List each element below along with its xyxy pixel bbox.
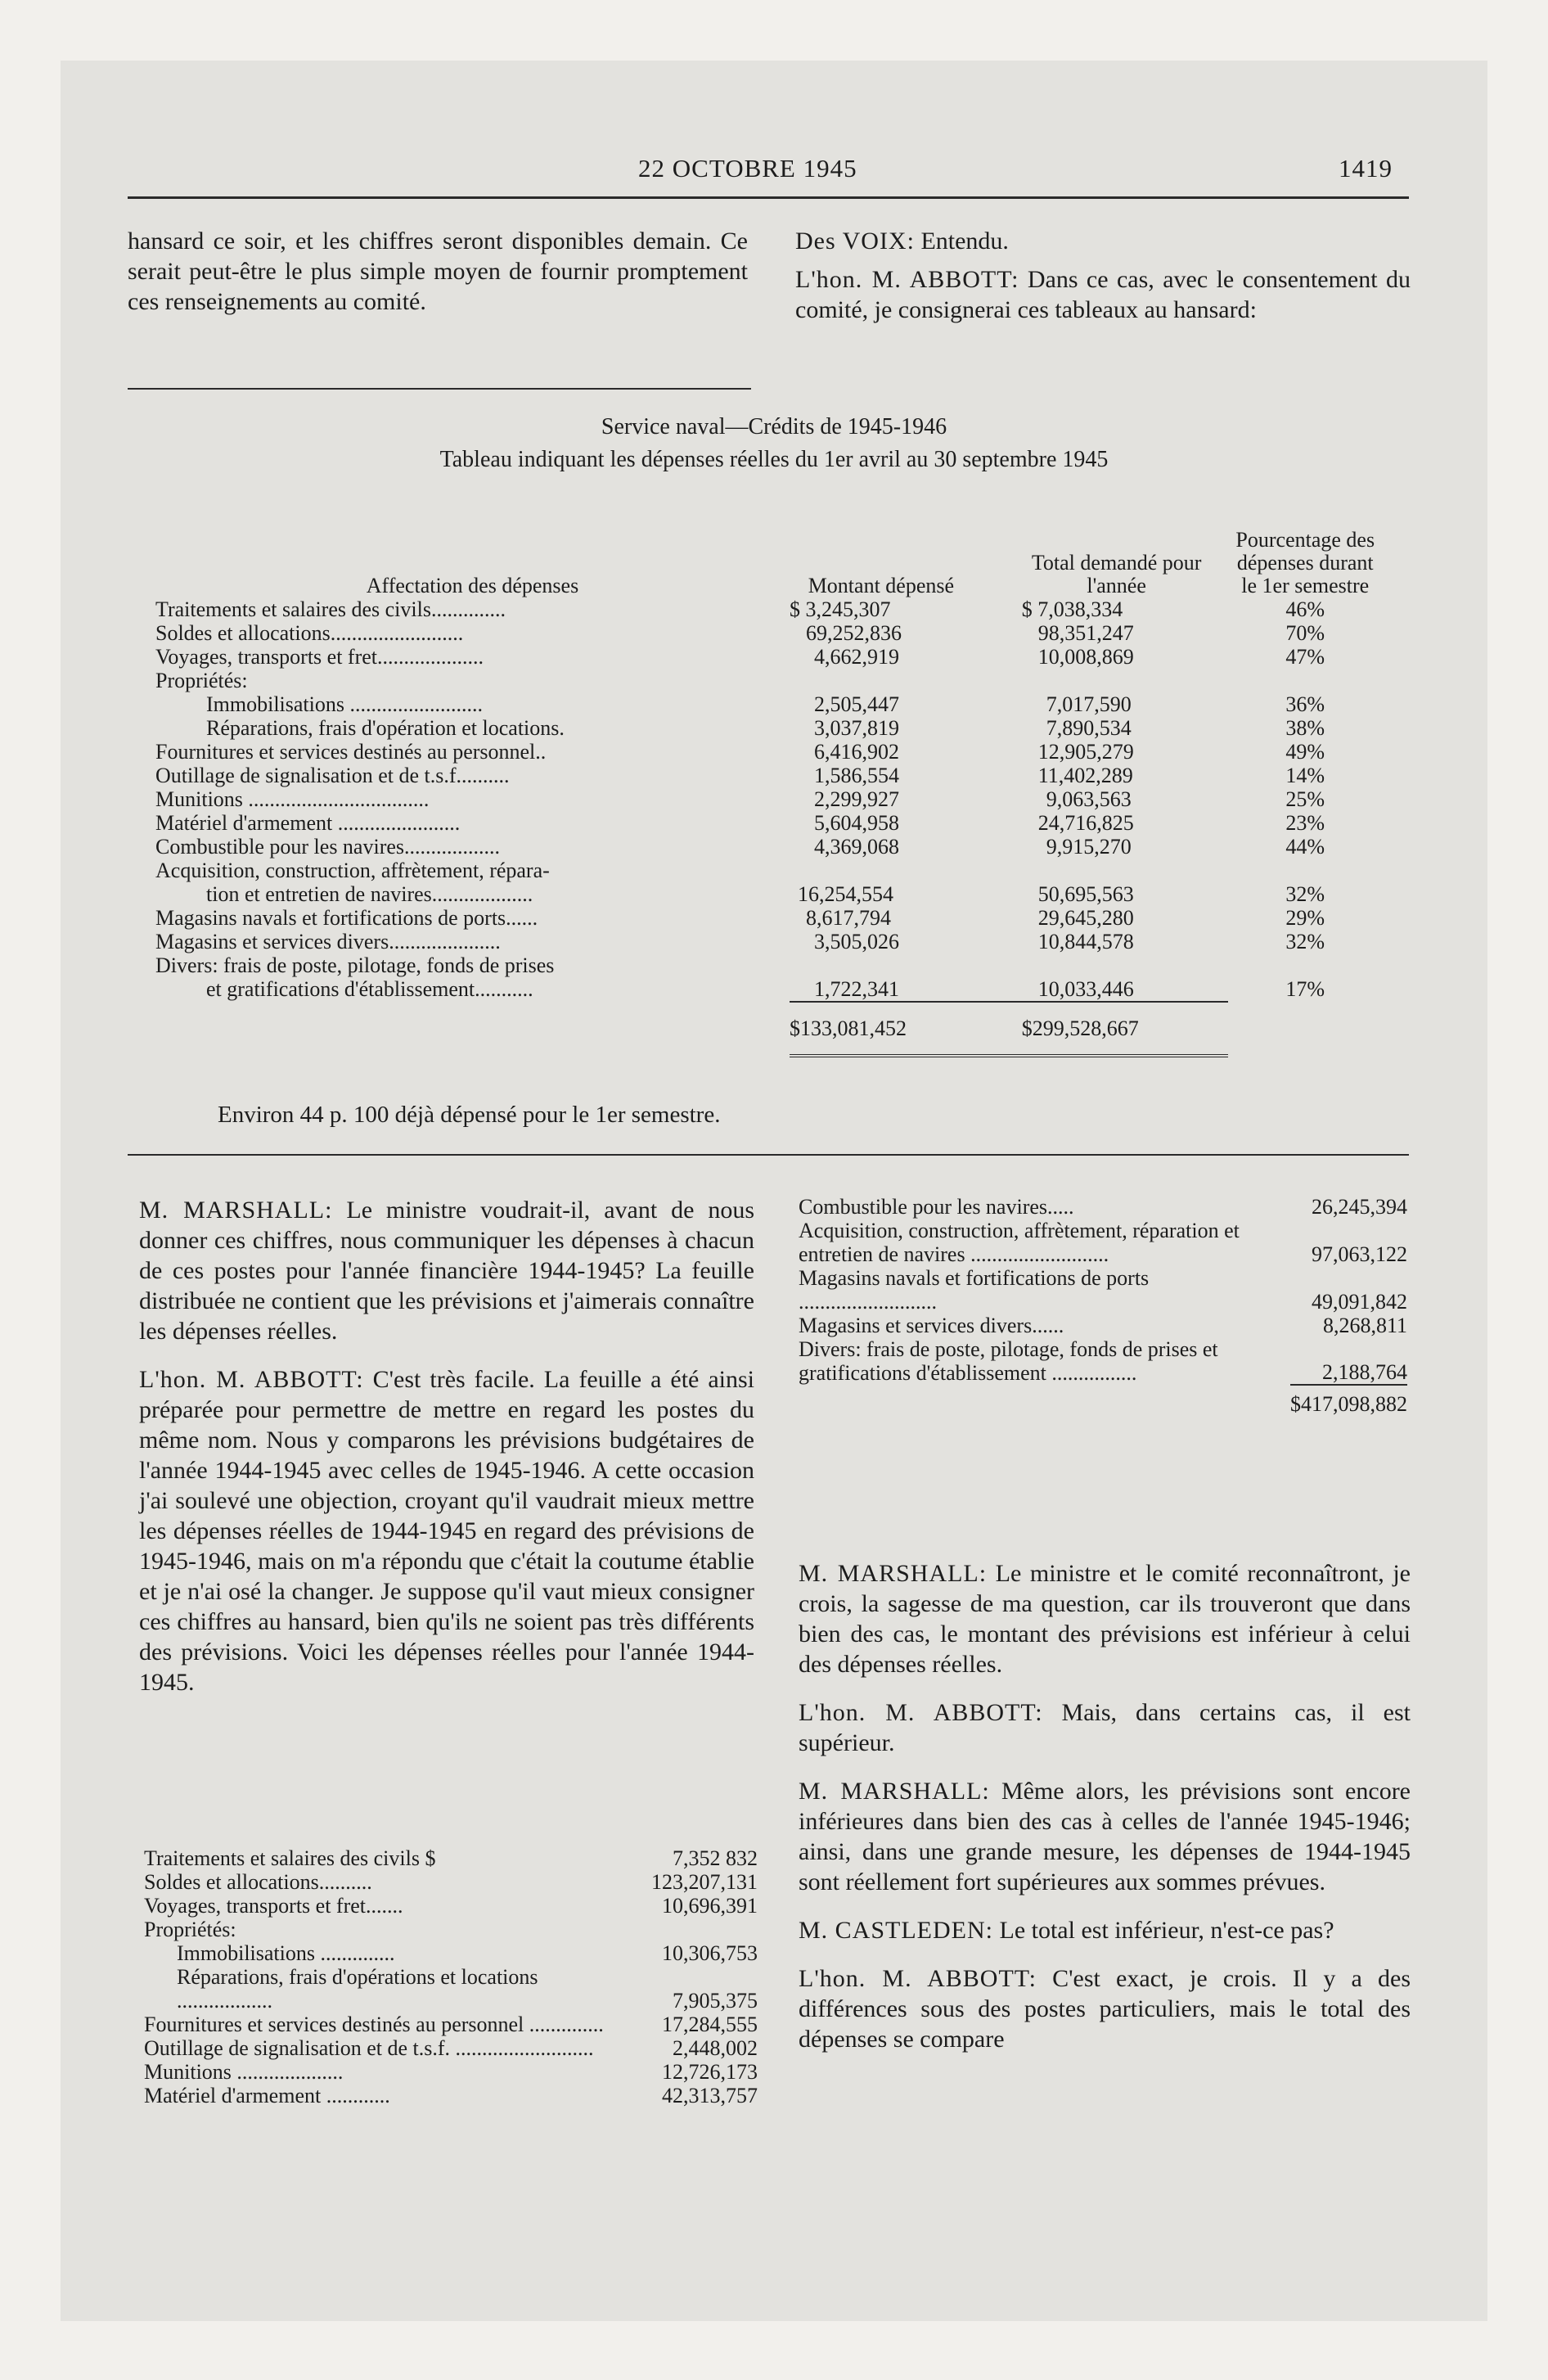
- row-label: Voyages, transports et fret....................: [155, 645, 484, 669]
- grand-total: $417,098,882: [1290, 1385, 1407, 1416]
- table-total-row: [799, 1385, 1407, 1416]
- row-label: Magasins navals et fortifications de ports ..........................: [799, 1266, 1150, 1314]
- table-row: [799, 1314, 1407, 1337]
- row-label: Magasins navals et fortifications de ports......: [155, 906, 538, 930]
- speech-text: Dans ce cas, avec le consentement du comité, je consignerai ces tableaux au hansard:: [795, 266, 1411, 323]
- row-label: Immobilisations ..............: [177, 1941, 395, 1965]
- row-label: Matériel d'armement .......................: [155, 811, 461, 835]
- speaker: L'hon. M. ABBOTT:: [139, 1366, 364, 1393]
- row-spent: [790, 859, 1022, 882]
- speaker: M. MARSHALL:: [799, 1778, 990, 1805]
- row-value: 123,207,131: [651, 1870, 758, 1894]
- row-value: 10,696,391: [662, 1894, 758, 1918]
- row-pct: 17%: [1285, 977, 1325, 1001]
- table-row: [155, 930, 1383, 953]
- row-total: 98,351,247: [1037, 621, 1134, 645]
- row-spent: 3,505,026: [813, 930, 899, 953]
- row-total: 50,695,563: [1037, 882, 1134, 906]
- speech-text: Le ministre voudrait-il, avant de nous donner ces chiffres, nous communiquer les dépenses à chacun de ces postes pour l'année financière 1944-1945? La feuille distribuée ne contient que les prévisions et j'aimerais connaître les dépenses réelles.: [139, 1197, 755, 1345]
- table-row: [144, 2060, 758, 2084]
- table-row: [155, 787, 1383, 811]
- row-value: 7,905,375: [673, 1989, 758, 2013]
- row-value: 49,091,842: [1312, 1290, 1407, 1314]
- speech-text: Le ministre et le comité reconnaîtront, je crois, la sagesse de ma question, car ils trouveront que dans bien des cas, le montant des prévisions est inférieur à celui des dépenses réelles.: [799, 1560, 1411, 1678]
- total-requested: $299,528,667: [1022, 1002, 1228, 1056]
- bottom-right-paragraphs: [799, 1558, 1411, 2072]
- row-pct: 23%: [1285, 811, 1325, 835]
- col-header-pourcentage: Pourcentage des dépenses durant le 1er semestre: [1235, 528, 1375, 597]
- row-value: [651, 1918, 758, 1941]
- row-label: Divers: frais de poste, pilotage, fonds de prises et gratifications d'établissement ................: [799, 1337, 1218, 1385]
- row-label: Matériel d'armement ............: [144, 2084, 390, 2107]
- table-row: [799, 1266, 1407, 1314]
- row-value: 2,188,764: [1322, 1360, 1407, 1384]
- table-row: [155, 740, 1383, 764]
- row-total: $ 7,038,334: [1021, 597, 1123, 621]
- section-rule: [128, 1154, 1409, 1156]
- row-value: 8,268,811: [1322, 1314, 1407, 1337]
- table-row: [155, 621, 1383, 645]
- row-spent: [790, 669, 1022, 692]
- row-total: 29,645,280: [1037, 906, 1134, 930]
- row-label: tion et entretien de navires...................: [206, 882, 533, 906]
- table-row: [155, 645, 1383, 669]
- table-row: [144, 1941, 758, 1965]
- row-label: Traitements et salaires des civils..............: [155, 597, 506, 621]
- page-date: 22 OCTOBRE 1945: [638, 154, 857, 183]
- speaker: L'hon. M. ABBOTT:: [795, 266, 1019, 293]
- row-spent: 1,722,341: [813, 977, 899, 1001]
- row-value: 2,448,002: [673, 2036, 758, 2060]
- row-value: 17,284,555: [662, 2013, 758, 2036]
- row-spent: [790, 953, 1022, 977]
- table-row: [155, 882, 1383, 906]
- row-label: Traitements et salaires des civils $: [144, 1846, 436, 1870]
- total-spent: $133,081,452: [790, 1002, 1022, 1056]
- row-label: Munitions ..................................: [155, 787, 430, 811]
- row-spent: $ 3,245,307: [789, 597, 891, 621]
- speech-text: Même alors, les prévisions sont encore inférieures dans bien des cas à celles de l'année 1945-1946; ainsi, dans une grande mesure, les dépenses de 1944-1945 sont réellement fort supérieures aux sommes prévues.: [799, 1778, 1411, 1895]
- row-value: 7,352 832: [673, 1846, 758, 1870]
- row-pct: [1228, 669, 1384, 692]
- table-title: Service naval—Crédits de 1945-1946: [601, 414, 947, 439]
- col-header-total: Total demandé pour l'année: [1031, 551, 1202, 597]
- row-total: 10,033,446: [1037, 977, 1134, 1001]
- row-label: Propriétés:: [144, 1918, 236, 1941]
- top-left-text: hansard ce soir, et les chiffres seront disponibles demain. Ce serait peut-être le plus simple moyen de fournir promptement ces renseignements au comité.: [128, 228, 748, 315]
- row-spent: 2,299,927: [813, 787, 899, 811]
- row-total: [1022, 859, 1228, 882]
- left-column-rule: [128, 388, 751, 390]
- table-row: [144, 2013, 758, 2036]
- row-label: Fournitures et services destinés au personnel..: [155, 740, 547, 764]
- row-label: Immobilisations .........................: [206, 692, 483, 716]
- row-pct: 36%: [1285, 692, 1325, 716]
- row-total: 9,063,563: [1046, 787, 1132, 811]
- row-pct: 29%: [1285, 906, 1325, 930]
- row-label: Combustible pour les navires..................: [155, 835, 501, 859]
- row-spent: 5,604,958: [813, 811, 899, 835]
- row-value: 26,245,394: [1312, 1195, 1407, 1219]
- table-row: [144, 1918, 758, 1941]
- table-row: [144, 2084, 758, 2107]
- table-row: [799, 1195, 1407, 1219]
- row-pct: [1228, 859, 1384, 882]
- row-pct: 44%: [1285, 835, 1325, 859]
- row-pct: 46%: [1285, 597, 1325, 621]
- row-label: Soldes et allocations.........................: [155, 621, 464, 645]
- row-pct: 47%: [1285, 645, 1325, 669]
- row-value: 12,726,173: [662, 2060, 758, 2084]
- header-rule: [128, 196, 1409, 199]
- table-row: [799, 1219, 1407, 1266]
- row-pct: 38%: [1285, 716, 1325, 740]
- table-row: [155, 692, 1383, 716]
- row-label: Acquisition, construction, affrètement, réparation et entretien de navires ..........................: [799, 1219, 1240, 1266]
- row-label: Magasins et services divers......: [799, 1314, 1064, 1337]
- bottom-left-paragraphs: [139, 1195, 754, 1715]
- row-spent: 3,037,819: [813, 716, 899, 740]
- table-row: [155, 835, 1383, 859]
- row-pct: 32%: [1285, 882, 1325, 906]
- table-row: [799, 1337, 1407, 1385]
- row-label: Acquisition, construction, affrètement, répara-: [155, 859, 550, 882]
- naval-credits-table: [155, 483, 1383, 1057]
- table-row: [144, 1965, 758, 2013]
- speech-text: Mais, dans certains cas, il est supérieur.: [799, 1699, 1411, 1756]
- speech-text: C'est très facile. La feuille a été ainsi préparée pour permettre de mettre en regard les postes du même nom. Nous y comparons les prévisions budgétaires de l'année 1944-1945 avec celles de 1945-1946. A cette occasion j'ai soulevé une objection, croyant qu'il vaudrait mieux mettre les dépenses réelles de 1944-1945 en regard des prévisions de 1945-1946, mais on m'a répondu que c'était la coutume établie et je n'ai osé la changer. Je suppose qu'il vaut mieux consigner ces chiffres au hansard, bien qu'ils ne soient pas très différents des prévisions. Voici les dépenses réelles pour l'année 1944-1945.: [139, 1366, 755, 1696]
- table-row: [144, 1846, 758, 1870]
- expenses-1944-table-left: [144, 1846, 758, 2107]
- table-row: [155, 859, 1383, 882]
- row-spent: 6,416,902: [813, 740, 899, 764]
- row-spent: 2,505,447: [813, 692, 899, 716]
- row-pct: 70%: [1285, 621, 1325, 645]
- speaker: L'hon. M. ABBOTT:: [799, 1699, 1043, 1726]
- table-row: [155, 716, 1383, 740]
- table-note: Environ 44 p. 100 déjà dépensé pour le 1er semestre.: [218, 1102, 721, 1128]
- speaker: M. MARSHALL:: [799, 1560, 988, 1587]
- row-pct: 32%: [1285, 930, 1325, 953]
- row-total: 9,915,270: [1046, 835, 1132, 859]
- top-right-paragraphs: [795, 226, 1411, 343]
- row-spent: 69,252,836: [805, 621, 902, 645]
- row-total: 10,844,578: [1037, 930, 1134, 953]
- row-total: 11,402,289: [1037, 764, 1133, 787]
- row-spent: 8,617,794: [805, 906, 891, 930]
- table-row: [144, 1870, 758, 1894]
- row-label: Combustible pour les navires.....: [799, 1195, 1074, 1219]
- row-pct: 49%: [1285, 740, 1325, 764]
- row-label: Fournitures et services destinés au personnel ..............: [144, 2013, 604, 2036]
- speech-text: Entendu.: [920, 228, 1009, 255]
- row-total: 7,017,590: [1046, 692, 1132, 716]
- row-total: 24,716,825: [1037, 811, 1134, 835]
- row-value: 42,313,757: [662, 2084, 758, 2107]
- top-left-paragraph: [128, 226, 748, 317]
- speaker: M. MARSHALL:: [139, 1197, 333, 1224]
- row-label: Propriétés:: [155, 669, 248, 692]
- row-value: 10,306,753: [662, 1941, 758, 1965]
- row-label: Outillage de signalisation et de t.s.f. ..........................: [144, 2036, 594, 2060]
- row-label: Outillage de signalisation et de t.s.f..........: [155, 764, 510, 787]
- col-header-affectation: Affectation des dépenses: [366, 574, 579, 597]
- page-number: 1419: [1339, 154, 1393, 183]
- table-subtitle: Tableau indiquant les dépenses réelles du 1er avril au 30 septembre 1945: [439, 447, 1109, 472]
- table-row: [155, 953, 1383, 977]
- row-label: Réparations, frais d'opérations et locations ..................: [177, 1965, 538, 2013]
- speaker: L'hon. M. ABBOTT:: [799, 1965, 1037, 1992]
- table-totals: [155, 1002, 1383, 1056]
- row-spent: 4,662,919: [813, 645, 899, 669]
- row-total: [1022, 669, 1228, 692]
- row-total: [1022, 953, 1228, 977]
- row-label: Munitions ....................: [144, 2060, 344, 2084]
- speaker: M. CASTLEDEN:: [799, 1917, 993, 1944]
- row-label: Divers: frais de poste, pilotage, fonds de prises: [155, 953, 555, 977]
- table-row: [144, 2036, 758, 2060]
- row-pct: 25%: [1285, 787, 1325, 811]
- row-pct: [1228, 953, 1384, 977]
- row-spent: 16,254,554: [797, 882, 893, 906]
- speaker: Des VOIX:: [795, 228, 915, 255]
- row-total: 12,905,279: [1037, 740, 1134, 764]
- row-spent: 4,369,068: [813, 835, 899, 859]
- col-header-montant: Montant dépensé: [808, 574, 955, 597]
- row-label: et gratifications d'établissement...........: [206, 977, 533, 1001]
- table-row: [144, 1894, 758, 1918]
- speech-text: Le total est inférieur, n'est-ce pas?: [999, 1917, 1334, 1944]
- row-value: 97,063,122: [1312, 1242, 1407, 1266]
- row-total: 10,008,869: [1037, 645, 1134, 669]
- row-label: Magasins et services divers.....................: [155, 930, 501, 953]
- row-label: Réparations, frais d'opération et locations.: [206, 716, 565, 740]
- row-label: Voyages, transports et fret.......: [144, 1894, 403, 1918]
- table-row: [155, 597, 1383, 621]
- speech-text: C'est exact, je crois. Il y a des différences sous des postes particuliers, mais le total des dépenses se compare: [799, 1965, 1411, 2053]
- table-row: [155, 906, 1383, 930]
- table-row: [155, 811, 1383, 835]
- row-pct: 14%: [1285, 764, 1325, 787]
- row-spent: 1,586,554: [813, 764, 899, 787]
- table-row: [155, 669, 1383, 692]
- row-total: 7,890,534: [1046, 716, 1132, 740]
- table-row: [155, 977, 1383, 1002]
- expenses-1944-table-right: [799, 1195, 1407, 1416]
- row-label: Soldes et allocations..........: [144, 1870, 372, 1894]
- table-row: [155, 764, 1383, 787]
